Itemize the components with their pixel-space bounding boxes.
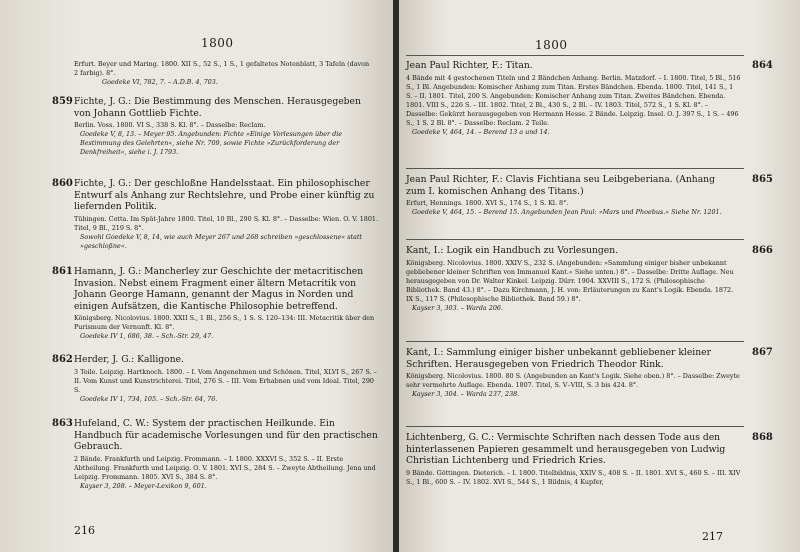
entry-number: 864 [752, 60, 773, 71]
entry-867 [406, 347, 773, 399]
entry-864 [406, 60, 773, 137]
entry-number: 861 [52, 266, 73, 277]
entry-body: Berlin. Voss. 1800. VI S., 338 S. Kl. 8°. – Dasselbe: Reclam. [74, 121, 266, 129]
running-head-year: 1800 [201, 36, 234, 50]
entry-865 [406, 174, 773, 217]
entry-body: 9 Bände. Göttingen. Dieterich. – I. 1800. Titelbildnis, XXIV S., 408 S. – II. 1801. XVI S., 460 S. – III. XIV S., 1 Bl., 600 S. – IV. 1802. XVI S., 544 S., 1 Bildnis, 4 Kupfer, [406, 468, 741, 486]
page-number: 216 [74, 524, 95, 537]
left-page [0, 0, 393, 552]
entry-body: 2 Bände. Frankfurth und Leipzig. Frommann. – I. 1800. XXXVI S., 352 S. – II. Erste Abtheilung. Frankfurth und Leipzig. O. V. 1801. XVI S., 284 S. – Zweyte Abtheilung. Jena und Leipzig. Frommann. 1805. XVI S., 384 S. 8°. [74, 454, 376, 481]
page-number: 217 [702, 530, 723, 543]
entry-863 [52, 418, 378, 491]
entry-heading: Fichte, J. G.: Die Bestimmung des Menschen. Herausgegeben von Johann Gottlieb Fichte. [74, 96, 361, 119]
entry-heading: Lichtenberg, G. C.: Vermischte Schriften nach dessen Tode aus den hinterlassenen Papieren gesammelt und herausgegeben von Ludwig Christian Lichtenberg und Friedrich Kries. [406, 432, 726, 466]
entry-references: Kayser 3, 304. – Warda 237, 238. [412, 390, 520, 398]
entry-number: 860 [52, 178, 73, 189]
entry-866 [406, 245, 773, 313]
right-page [399, 0, 800, 552]
entry-heading: Hufeland, C. W.: System der practischen Heilkunde. Ein Handbuch für academische Vorlesungen und für den practischen Gebrauch. [74, 418, 378, 452]
entry-references: Goedeke V, 464, 14. – Berend 13 a und 14. [412, 127, 550, 136]
entry-heading: Jean Paul Richter, F.: Clavis Fichtiana seu Leibgeberiana. (Anhang zum I. komischen Anhang des Titans.) [406, 174, 715, 197]
entry-number: 859 [52, 96, 73, 107]
entry-heading: Kant, I.: Sammlung einiger bisher unbekannt gebliebener kleiner Schriften. Herausgegeben von Friedrich Theodor Rink. [406, 347, 711, 370]
entry-868 [406, 432, 773, 487]
entry-heading: Herder, J. G.: Kalligone. [74, 354, 184, 365]
entry-references: Sowohl Goedeke V, 8, 14, wie auch Meyer 267 und 268 schreiben »geschlossene« statt »geschloßne«. [80, 232, 363, 250]
entry-heading: Fichte, J. G.: Der geschloßne Handelsstaat. Ein philosophischer Entwurf als Anhang zur Rechtslehre, und Probe einer künftig zu liefernden Politik. [74, 178, 375, 212]
running-head-year: 1800 [535, 38, 568, 52]
continuation-entry [74, 60, 374, 87]
entry-divider [406, 239, 744, 240]
entry-body: 3 Teile. Leipzig. Hartknoch. 1800. – I. Vom Angenehmen und Schönen. Titel, XLVI S., 267 S. – II. Vom Kunst und Kunstrichterei. Titel, 276 S. – III. Vom Erhabnen und vom Ideal. Titel, 290 S. [74, 367, 377, 394]
entry-861 [52, 266, 378, 341]
entry-860 [52, 178, 378, 251]
entry-body: Tübingen. Cotta. Im Spät-Jahre 1800. Titel, 10 Bl., 290 S. Kl. 8°. – Dasselbe: Wien. O. V. 1801. Titel, 9 Bl., 219 S. 8°. [74, 214, 378, 232]
entry-body: Königsberg. Nicolovius. 1800. XXII S., 1 Bl., 256 S., 1 S. S. 120–134: III. Metacritik über den Purismum der Vernunft. Kl. 8°. [74, 314, 375, 331]
entry-references: Goedeke IV 1, 734, 105. – Sch.-Str. 64, 76. [80, 394, 218, 403]
entry-number: 862 [52, 354, 73, 365]
entry-number: 866 [752, 245, 773, 256]
entry-divider [406, 55, 744, 56]
entry-divider [406, 168, 744, 169]
entry-heading: Jean Paul Richter, F.: Titan. [406, 60, 533, 71]
entry-859 [52, 96, 378, 157]
entry-number: 865 [752, 174, 773, 185]
entry-references: Goedeke VI, 782, 7. – A.D.B. 4, 703. [102, 78, 218, 86]
entry-body: 4 Bände mit 4 gestochenen Titeln und 2 Bändchen Anhang. Berlin. Matzdorf. – I. 1800. Titel, 5 Bl., 516 S., 1 Bl. Angebunden: Komischer Anhang zum Titan. Erstes Bändchen. Ebenda. 1800. Titel, 141 S., 1 S. – II. 1801. Titel, 200 S. Angebunden: Komischer Anhang zum Titan. Zweites Bändchen. Ebenda. 1801. VIII S., 226 S. – III. 1802. Titel, 2 Bl., 430 S., 2 Bl. – IV. 1803. Titel, 572 S., 1 S. Kl. 8°. – Dasselbe: Gekürzt herausgegeben von Hermann Hesse. 2 Bände. Leipzig. Insel. O. J. 397 S., 1 S. – 496 S., 1 S. 2 Bl. 8°. – Dasselbe: Reclam. 2 Teile. [406, 73, 741, 127]
entry-divider [406, 426, 744, 427]
entry-body: Königsberg. Nicolovius. 1800. XXIV S., 232 S. (Angebunden: »Sammlung einiger bisher unbekannt gebliebener kleiner Schriften von Immanuel Kant.« Siehe unten.) 8°. – Dasselbe: Dritte Auflage. Neu herausgegeben von Dr. Walter Kinkel. Leipzig. Dürr. 1904. XXVIII S., 172 S. (Philosophische Bibliothek. Band 43.) 8°. – Dazu Kirchmann, J. H. von: Erläuterungen zu Kant's Logik. Ebenda. 1872. IX S., 117 S. (Philosophische Bibliothek. Band 59.) 8°. [406, 258, 734, 303]
entry-number: 863 [52, 418, 73, 429]
entry-number: 867 [752, 347, 773, 358]
entry-body: Erfurt, Hennings. 1800. XVI S., 174 S., 1 S. Kl. 8°. [406, 199, 569, 207]
entry-heading: Hamann, J. G.: Mancherley zur Geschichte der metacritischen Invasion. Nebst einem Fragment einer ältern Metacritik von Johann George Hamann, genannt der Magus in Norden und einigen Aufsätzen, die Kantische Philosophie betreffend. [74, 266, 364, 312]
entry-divider [406, 341, 744, 342]
entry-references: Goedeke V, 8, 13. – Meyer 95. Angebunden: Fichte »Einige Vorlesungen über die Bestimmung des Gelehrten«, siehe Nr. 709, sowie Fichte »Zurückforderung der Denkfreiheit«, siehe i. J. 1793. [80, 130, 343, 156]
entry-references: Kayser 3, 208. – Meyer-Lexikon 9, 601. [80, 481, 207, 490]
entry-body: Königsberg. Nicolovius. 1800. 80 S. (Angebunden an Kant's Logik. Siehe oben.) 8°. – Dasselbe: Zweyte sehr vermehrte Auflage. Ebenda. 1807. Titel, S. V–VIII, S. 3 bis 424. 8°. [406, 372, 740, 389]
entry-862 [52, 354, 378, 404]
entry-references: Goedeke IV 1, 686, 38. – Sch.-Str. 29, 47. [80, 332, 214, 340]
entry-body: Erfurt. Beyer und Maring. 1800. XII S., 52 S., 1 S., 1 gefaltetes Notenblatt, 3 Tafeln (davon 2 farbig). 8°. [74, 60, 370, 77]
entry-references: Kayser 3, 303. – Warda 206. [412, 303, 503, 312]
entry-number: 868 [752, 432, 773, 443]
entry-references: Goedeke V, 464, 15. – Berend 15. Angebunden Jean Paul: »Mars und Phoebus.« Siehe Nr. 1201. [412, 208, 722, 216]
entry-heading: Kant, I.: Logik ein Handbuch zu Vorlesungen. [406, 245, 619, 256]
